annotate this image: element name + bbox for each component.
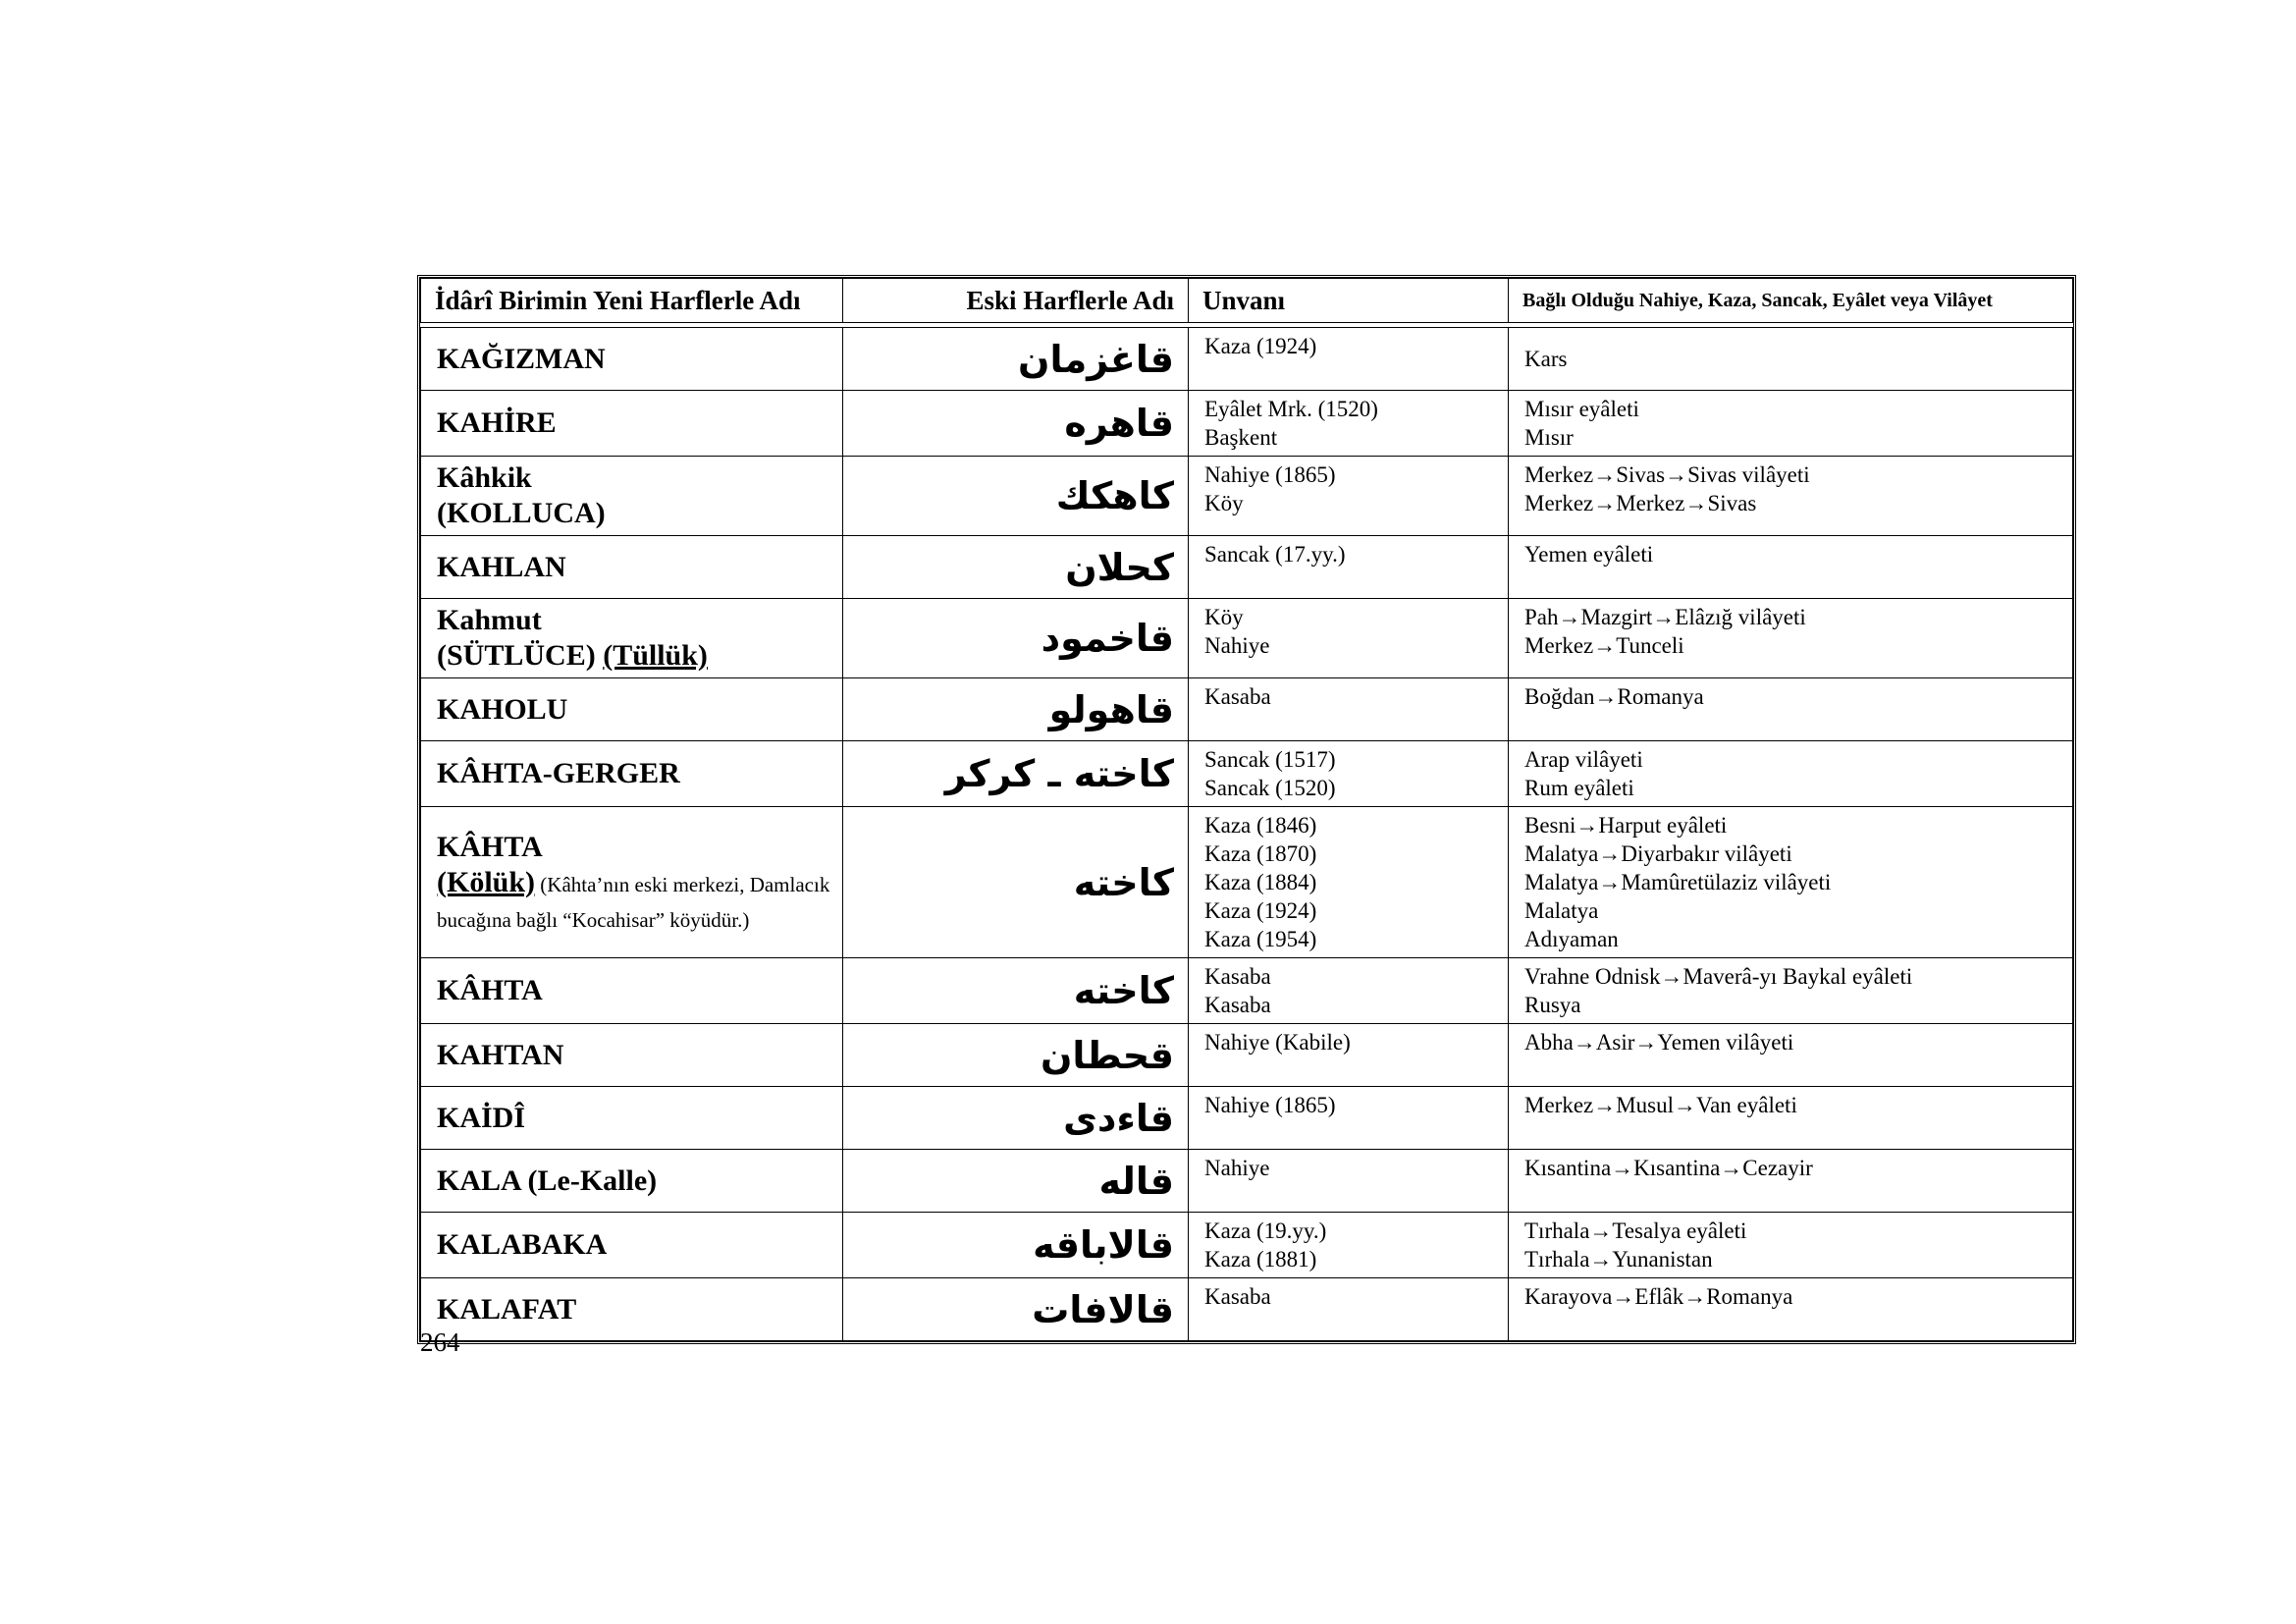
title-line: Kasaba <box>1204 993 1271 1017</box>
cell-affiliation <box>1509 807 2073 958</box>
name-former: (Kölük) <box>437 865 536 898</box>
title-line: Kaza (1870) <box>1204 841 1317 866</box>
header-title: Unvanı <box>1189 279 1509 323</box>
table-row <box>421 678 2073 741</box>
title-line: Kaza (1884) <box>1204 870 1317 894</box>
cell-name <box>421 678 843 741</box>
name-main: KÂHTA <box>437 974 543 1006</box>
cell-affiliation <box>1509 457 2073 536</box>
table-row <box>421 536 2073 599</box>
cell-title <box>1189 1213 1509 1278</box>
cell-title <box>1189 599 1509 678</box>
affiliation-line: Merkez→Sivas→Sivas vilâyeti <box>1524 462 1810 487</box>
name-main: KÂHTA <box>437 830 543 863</box>
affiliation-line: Pah→Mazgirt→Elâzığ vilâyeti <box>1524 605 1806 629</box>
cell-old-script: قاخمود <box>843 599 1189 678</box>
cell-old-script: كاختە <box>843 958 1189 1024</box>
name-new: (SÜTLÜCE) <box>437 639 604 672</box>
cell-affiliation <box>1509 678 2073 741</box>
header-name: İdârî Birimin Yeni Harflerle Adı <box>421 279 843 323</box>
cell-old-script: قالاباقە <box>843 1213 1189 1278</box>
cell-affiliation <box>1509 328 2073 391</box>
title-line: Köy <box>1204 491 1244 515</box>
cell-title <box>1189 1150 1509 1213</box>
cell-name <box>421 1087 843 1150</box>
affiliation-line: Vrahne Odnisk→Maverâ-yı Baykal eyâleti <box>1524 964 1913 989</box>
affiliation-line: Arap vilâyeti <box>1524 747 1643 772</box>
title-line: Kaza (1924) <box>1204 334 1317 358</box>
table-row <box>421 1213 2073 1278</box>
cell-affiliation <box>1509 536 2073 599</box>
affiliation-line: Merkez→Tunceli <box>1524 633 1684 658</box>
cell-title <box>1189 1087 1509 1150</box>
name-alternate <box>437 865 832 936</box>
cell-affiliation <box>1509 1278 2073 1341</box>
affiliation-line: Adıyaman <box>1524 927 1619 951</box>
title-line: Kasaba <box>1204 1284 1271 1309</box>
cell-old-script: قاهره <box>843 391 1189 457</box>
table-row <box>421 958 2073 1024</box>
cell-name <box>421 1150 843 1213</box>
cell-title <box>1189 741 1509 807</box>
affiliation-line: Rum eyâleti <box>1524 776 1634 800</box>
title-line: Nahiye (1865) <box>1204 1093 1336 1117</box>
cell-title <box>1189 678 1509 741</box>
table-body <box>421 328 2073 1341</box>
name-main: KAHİRE <box>437 406 557 439</box>
cell-affiliation <box>1509 1024 2073 1087</box>
affiliation-line: Abha→Asir→Yemen vilâyeti <box>1524 1030 1794 1055</box>
table-row <box>421 1150 2073 1213</box>
cell-affiliation <box>1509 1213 2073 1278</box>
affiliation-line: Malatya→Mamûretülaziz vilâyeti <box>1524 870 1832 894</box>
name-main: KALAFAT <box>437 1292 577 1326</box>
table-row <box>421 328 2073 391</box>
cell-name <box>421 328 843 391</box>
table-row <box>421 457 2073 536</box>
gazetteer-table-frame <box>417 275 2076 1344</box>
affiliation-line: Malatya→Diyarbakır vilâyeti <box>1524 841 1792 866</box>
cell-name <box>421 1278 843 1341</box>
title-line: Nahiye <box>1204 633 1270 658</box>
cell-affiliation <box>1509 1087 2073 1150</box>
cell-name <box>421 1213 843 1278</box>
name-note: (Kâhta’nın eski merkezi, Damlacık bucağına bağlı “Kocahisar” köyüdür.) <box>437 872 830 932</box>
name-former: (Tüllük) <box>603 639 708 672</box>
affiliation-line: Kısantina→Kısantina→Cezayir <box>1524 1156 1813 1180</box>
cell-affiliation <box>1509 741 2073 807</box>
cell-title <box>1189 1278 1509 1341</box>
affiliation-line: Karayova→Eflâk→Romanya <box>1524 1284 1793 1309</box>
name-main: KAHOLU <box>437 692 568 726</box>
cell-old-script: قحطان <box>843 1024 1189 1087</box>
table-header-row <box>421 279 2073 323</box>
cell-affiliation <box>1509 599 2073 678</box>
title-line: Eyâlet Mrk. (1520) <box>1204 397 1378 421</box>
title-line: Kaza (19.yy.) <box>1204 1218 1327 1243</box>
affiliation-line: Besni→Harput eyâleti <box>1524 813 1728 838</box>
name-main: KAHTAN <box>437 1038 564 1071</box>
name-main: KAİDÎ <box>437 1101 526 1134</box>
cell-title <box>1189 328 1509 391</box>
cell-name <box>421 807 843 958</box>
name-main: KAĞIZMAN <box>437 342 606 375</box>
header-old-script: Eski Harflerle Adı <box>843 279 1189 323</box>
cell-title <box>1189 807 1509 958</box>
affiliation-line: Mısır eyâleti <box>1524 397 1639 421</box>
affiliation-line: Rusya <box>1524 993 1581 1017</box>
cell-title <box>1189 457 1509 536</box>
title-line: Sancak (1520) <box>1204 776 1336 800</box>
table-row <box>421 599 2073 678</box>
gazetteer-table <box>420 278 2073 1341</box>
cell-old-script: كاختە ـ كركر <box>843 741 1189 807</box>
title-line: Sancak (17.yy.) <box>1204 542 1346 567</box>
cell-old-script: كحلان <box>843 536 1189 599</box>
cell-name <box>421 457 843 536</box>
cell-title <box>1189 1024 1509 1087</box>
affiliation-line: Mısır <box>1524 425 1574 450</box>
title-line: Sancak (1517) <box>1204 747 1336 772</box>
title-line: Kaza (1846) <box>1204 813 1317 838</box>
name-alternate <box>437 496 832 531</box>
affiliation-line: Merkez→Merkez→Sivas <box>1524 491 1757 515</box>
affiliation-line: Yemen eyâleti <box>1524 542 1654 567</box>
affiliation-line: Boğdan→Romanya <box>1524 684 1704 709</box>
name-main: KAHLAN <box>437 550 566 583</box>
title-line: Başkent <box>1204 425 1278 450</box>
affiliation-line: Merkez→Musul→Van eyâleti <box>1524 1093 1797 1117</box>
cell-name <box>421 958 843 1024</box>
page-number: 264 <box>420 1327 460 1357</box>
name-main: KALA (Le-Kalle) <box>437 1164 658 1197</box>
cell-old-script: قالافات <box>843 1278 1189 1341</box>
cell-name <box>421 741 843 807</box>
name-main: KALABAKA <box>437 1228 608 1261</box>
cell-affiliation <box>1509 1150 2073 1213</box>
cell-old-script: كاختە <box>843 807 1189 958</box>
header-affiliation: Bağlı Olduğu Nahiye, Kaza, Sancak, Eyâlet veya Vilâyet <box>1509 279 2073 323</box>
table-row <box>421 741 2073 807</box>
cell-old-script: كاهكك <box>843 457 1189 536</box>
name-main: Kâhkik <box>437 461 532 494</box>
table-row <box>421 1278 2073 1341</box>
title-line: Kaza (1954) <box>1204 927 1317 951</box>
name-main: KÂHTA-GERGER <box>437 757 680 789</box>
cell-name <box>421 599 843 678</box>
table-row <box>421 391 2073 457</box>
title-line: Kaza (1881) <box>1204 1247 1317 1272</box>
title-line: Nahiye (Kabile) <box>1204 1030 1351 1055</box>
name-main: Kahmut <box>437 604 542 636</box>
title-line: Nahiye (1865) <box>1204 462 1336 487</box>
cell-title <box>1189 391 1509 457</box>
table-row <box>421 1024 2073 1087</box>
cell-name <box>421 1024 843 1087</box>
affiliation-line: Tırhala→Tesalya eyâleti <box>1524 1218 1747 1243</box>
table-row <box>421 807 2073 958</box>
cell-title <box>1189 536 1509 599</box>
cell-old-script: قاغزمان <box>843 328 1189 391</box>
cell-name <box>421 391 843 457</box>
affiliation-line: Tırhala→Yunanistan <box>1524 1247 1713 1272</box>
cell-old-script: قاهولو <box>843 678 1189 741</box>
affiliation-line: Malatya <box>1524 898 1599 923</box>
title-line: Köy <box>1204 605 1244 629</box>
title-line: Kasaba <box>1204 684 1271 709</box>
name-new: (KOLLUCA) <box>437 497 606 529</box>
title-line: Kasaba <box>1204 964 1271 989</box>
cell-title <box>1189 958 1509 1024</box>
name-alternate <box>437 638 832 674</box>
cell-old-script: قالە <box>843 1150 1189 1213</box>
title-line: Kaza (1924) <box>1204 898 1317 923</box>
title-line: Nahiye <box>1204 1156 1270 1180</box>
cell-affiliation <box>1509 958 2073 1024</box>
cell-affiliation <box>1509 391 2073 457</box>
table-row <box>421 1087 2073 1150</box>
cell-name <box>421 536 843 599</box>
cell-old-script: قاءدى <box>843 1087 1189 1150</box>
affiliation-line: Kars <box>1524 347 1568 371</box>
